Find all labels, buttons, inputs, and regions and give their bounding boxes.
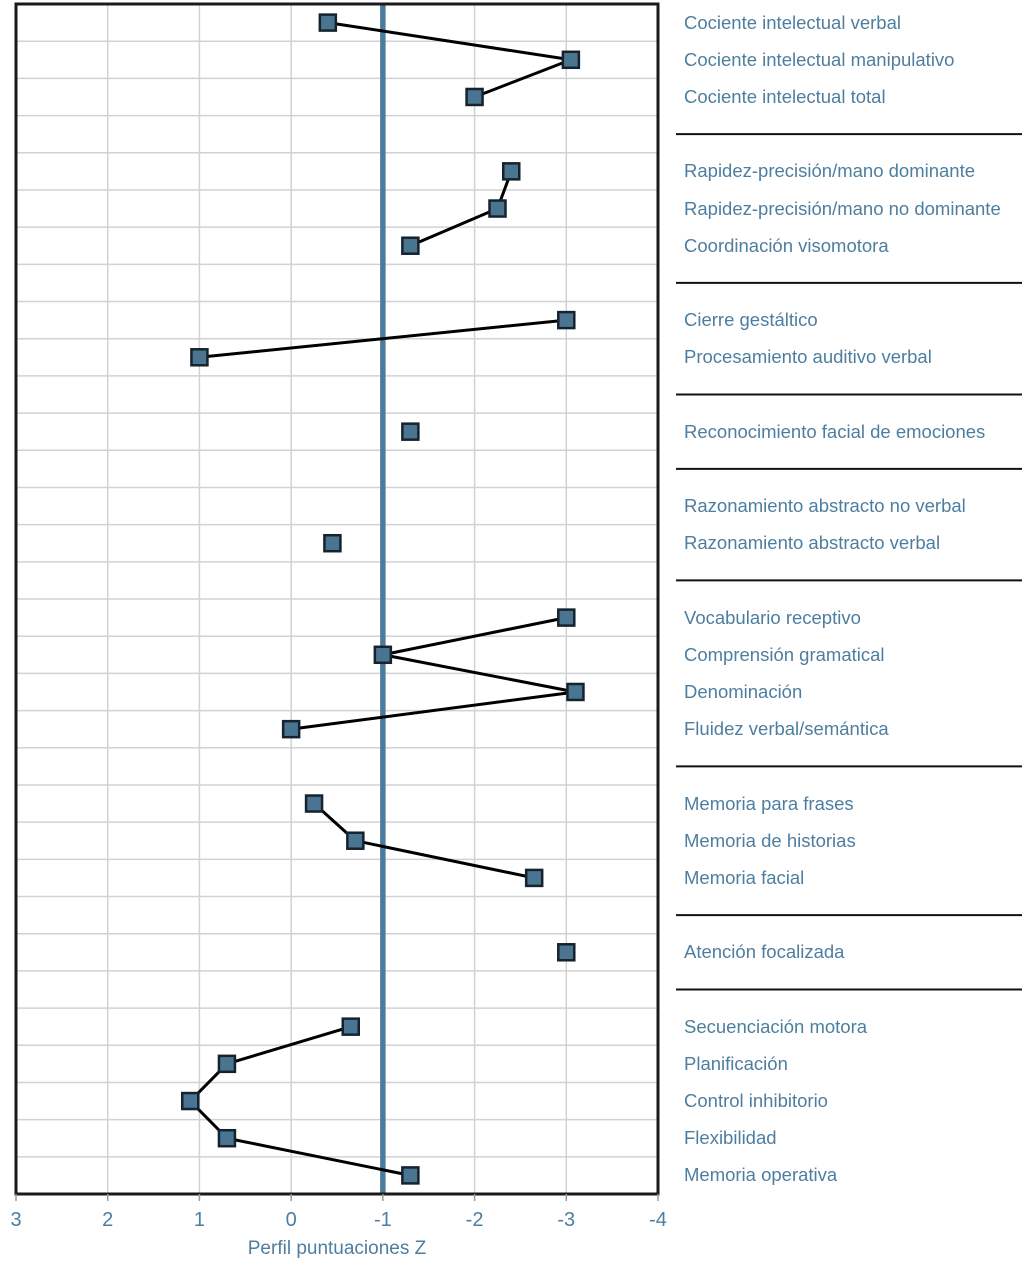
test-label: Memoria de historias bbox=[684, 829, 856, 851]
data-point-marker bbox=[343, 1019, 359, 1035]
test-label: Control inhibitorio bbox=[684, 1090, 828, 1112]
test-label: Reconocimiento facial de emociones bbox=[684, 420, 986, 442]
x-tick-label: -1 bbox=[373, 1209, 392, 1231]
test-label: Cierre gestáltico bbox=[684, 309, 818, 331]
x-tick-label: -2 bbox=[465, 1209, 484, 1231]
data-point-marker bbox=[283, 721, 299, 737]
x-tick-label: 1 bbox=[193, 1209, 205, 1231]
data-point-marker bbox=[558, 610, 574, 626]
data-point-marker bbox=[558, 312, 574, 328]
test-label: Atención focalizada bbox=[684, 941, 845, 963]
test-label: Fluidez verbal/semántica bbox=[684, 718, 889, 740]
test-label: Comprensión gramatical bbox=[684, 643, 885, 665]
data-point-marker bbox=[567, 684, 583, 700]
test-label: Memoria para frases bbox=[684, 792, 854, 814]
test-label: Procesamiento auditivo verbal bbox=[684, 346, 932, 368]
test-label: Rapidez-precisión/mano no dominante bbox=[684, 197, 1001, 219]
test-label: Vocabulario receptivo bbox=[684, 606, 861, 628]
x-tick-label: 0 bbox=[285, 1209, 297, 1231]
data-point-marker bbox=[324, 535, 340, 551]
test-label: Coordinación visomotora bbox=[684, 234, 889, 256]
test-label: Razonamiento abstracto no verbal bbox=[684, 495, 966, 517]
test-label: Cociente intelectual manipulativo bbox=[684, 48, 955, 70]
data-point-marker bbox=[467, 89, 483, 105]
data-point-marker bbox=[182, 1093, 198, 1109]
data-point-marker bbox=[402, 1167, 418, 1183]
data-point-marker bbox=[191, 349, 207, 365]
data-point-marker bbox=[558, 944, 574, 960]
test-label: Memoria operativa bbox=[684, 1164, 838, 1186]
data-point-marker bbox=[219, 1130, 235, 1146]
data-point-marker bbox=[402, 238, 418, 254]
test-label: Razonamiento abstracto verbal bbox=[684, 532, 941, 554]
data-point-marker bbox=[402, 424, 418, 440]
x-tick-label: -3 bbox=[557, 1209, 576, 1231]
test-label: Cociente intelectual verbal bbox=[684, 11, 901, 33]
data-point-marker bbox=[490, 201, 506, 217]
data-point-marker bbox=[219, 1056, 235, 1072]
data-point-marker bbox=[347, 833, 363, 849]
test-label: Cociente intelectual total bbox=[684, 85, 886, 107]
x-tick-label: -4 bbox=[649, 1209, 667, 1231]
data-point-marker bbox=[503, 163, 519, 179]
test-label: Flexibilidad bbox=[684, 1127, 777, 1149]
data-point-marker bbox=[306, 796, 322, 812]
test-label: Rapidez-precisión/mano dominante bbox=[684, 160, 976, 182]
x-axis-title: Perfil puntuaciones Z bbox=[247, 1238, 427, 1259]
data-point-marker bbox=[375, 647, 391, 663]
data-point-marker bbox=[563, 52, 579, 68]
test-label: Memoria facial bbox=[684, 866, 805, 888]
test-label: Denominación bbox=[684, 680, 803, 702]
x-tick-label: 2 bbox=[102, 1209, 114, 1231]
test-label: Secuenciación motora bbox=[684, 1015, 868, 1037]
test-label: Planificación bbox=[684, 1052, 788, 1074]
x-tick-label: 3 bbox=[10, 1209, 22, 1231]
data-point-marker bbox=[526, 870, 542, 886]
data-point-marker bbox=[320, 15, 336, 31]
